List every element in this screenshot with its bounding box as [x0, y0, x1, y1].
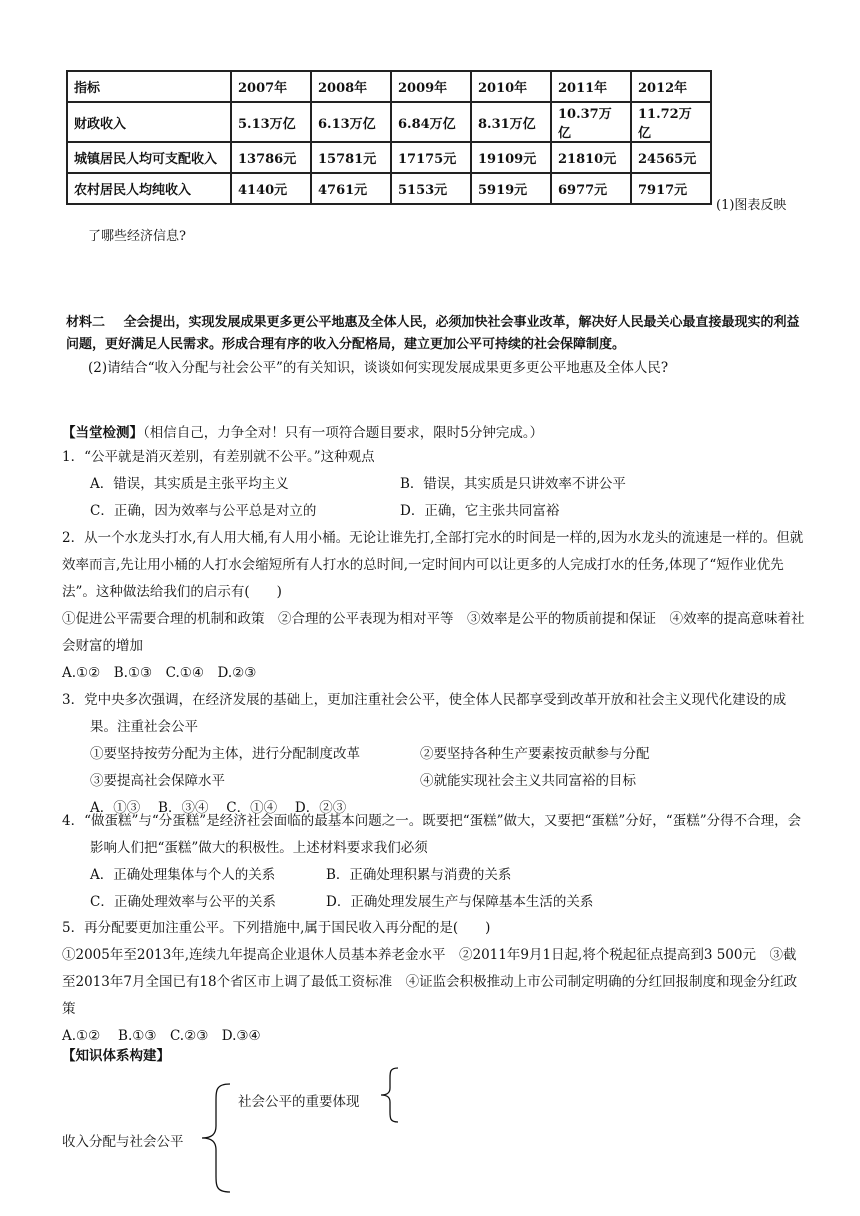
- table-cell: 2007年: [231, 71, 311, 102]
- check-q1: [62, 444, 806, 525]
- option-d: D．正确处理发展生产与保障基本生活的关系: [326, 894, 594, 910]
- table-cell: 17175元: [391, 142, 471, 173]
- table-cell: 5919元: [471, 173, 551, 204]
- q3-item-3: ③要提高社会保障水平: [90, 773, 225, 789]
- table-cell: 5153元: [391, 173, 471, 204]
- table-cell: 6.84万亿: [391, 102, 471, 142]
- option-d: D．正确，它主张共同富裕: [400, 503, 560, 519]
- check-q4-stem: 4．“做蛋糕”与“分蛋糕”是经济社会面临的最基本问题之一。既要把“蛋糕”做大，又要把“蛋糕”分好，“蛋糕”分得不合理，会影响人们把“蛋糕”做大的积极性。上述材料要求我们必须: [62, 813, 802, 856]
- table-cell: 2010年: [471, 71, 551, 102]
- check-note: （相信自己，力争全对！只有一项符合题目要求，限时5分钟完成。）: [143, 425, 544, 441]
- option-b: B．错误，其实质是只讲效率不讲公平: [400, 476, 626, 492]
- check-q2-options: A.①② B.①③ C.①④ D.②③: [62, 665, 257, 681]
- table-cell: 15781元: [311, 142, 391, 173]
- question-1-part1: (1)图表反映: [716, 198, 787, 213]
- table-row: [67, 142, 711, 173]
- check-q3-stem: 3．党中央多次强调，在经济发展的基础上，更加注重社会公平，使全体人民都享受到改革开放和社会主义现代化建设的成果。注重社会公平: [62, 692, 787, 735]
- knowledge-branch: 社会公平的重要体现: [238, 1094, 360, 1110]
- check-q4-options-row2: [62, 889, 806, 916]
- option-a: A．正确处理集体与个人的关系: [90, 867, 276, 883]
- q3-item-2: ②要坚持各种生产要素按贡献参与分配: [420, 746, 650, 762]
- table-cell: 6977元: [551, 173, 631, 204]
- q3-item-4: ④就能实现社会主义共同富裕的目标: [420, 773, 636, 789]
- table-row: [67, 102, 711, 142]
- check-heading: 【当堂检测】: [62, 425, 143, 441]
- table-cell: 财政收入: [67, 102, 231, 142]
- option-c: C．正确处理效率与公平的关系: [90, 894, 276, 910]
- check-q4: [62, 808, 806, 916]
- q3-item-1: ①要坚持按劳分配为主体，进行分配制度改革: [90, 746, 360, 762]
- table-cell: 11.72万亿: [631, 102, 711, 142]
- data-table: [66, 70, 712, 205]
- table-cell: 19109元: [471, 142, 551, 173]
- table-cell: 4140元: [231, 173, 311, 204]
- check-q5-stem: 5．再分配要更加注重公平。下列措施中,属于国民收入再分配的是( ): [62, 920, 491, 936]
- table-row: [67, 173, 711, 204]
- material-2: [66, 312, 804, 356]
- check-q5-options: A.①② B.①③ C.②③ D.③④: [62, 1028, 261, 1044]
- left-brace-icon: [198, 1082, 234, 1194]
- table-cell: 21810元: [551, 142, 631, 173]
- check-q5-items: ①2005年至2013年,连续九年提高企业退休人员基本养老金水平 ②2011年9月1日起,将个税起征点提高到3 500元 ③截至2013年7月全国已有18个省区市上调了最低工资标准 ④证监会积极推动上市公司制定明确的分红回报制度和现金分红政策: [62, 947, 798, 1017]
- option-c: C．正确，因为效率与公平总是对立的: [90, 503, 317, 519]
- option-a: A．错误，其实质是主张平均主义: [90, 476, 289, 492]
- table-cell: 指标: [67, 71, 231, 102]
- table-header-row: [67, 71, 711, 102]
- table-cell: 2009年: [391, 71, 471, 102]
- material-2-text: 全会提出，实现发展成果更多更公平地惠及全体人民，必须加快社会事业改革，解决好人民最关心最直接最现实的利益问题，更好满足人民需求。形成合理有序的收入分配格局，建立更加公平可持续的社会保障制度。: [66, 315, 800, 352]
- option-b: B．正确处理积累与消费的关系: [326, 867, 512, 883]
- question-1-part2: 了哪些经济信息?: [88, 229, 186, 244]
- knowledge-heading: 【知识体系构建】: [62, 1048, 170, 1064]
- check-q3-items-row1: [62, 741, 806, 768]
- check-q2-items: ①促进公平需要合理的机制和政策 ②合理的公平表现为相对平等 ③效率是公平的物质前提和保证 ④效率的提高意味着社会财富的增加: [62, 611, 805, 654]
- table-cell: 8.31万亿: [471, 102, 551, 142]
- right-brace-icon: [378, 1066, 402, 1124]
- table-cell: 2011年: [551, 71, 631, 102]
- check-q1-options-row1: [62, 471, 806, 498]
- question-2: (2)请结合“收入分配与社会公平”的有关知识，谈谈如何实现发展成果更多更公平地惠及全体人民?: [88, 360, 669, 376]
- table-cell: 4761元: [311, 173, 391, 204]
- check-q3-options: A．①③ B．③④ C．①④ D．②③: [90, 800, 347, 816]
- table-cell: 城镇居民人均可支配收入: [67, 142, 231, 173]
- table-cell: 13786元: [231, 142, 311, 173]
- check-q5: [62, 915, 806, 1050]
- table-cell: 农村居民人均纯收入: [67, 173, 231, 204]
- table-cell: 2012年: [631, 71, 711, 102]
- table-cell: 2008年: [311, 71, 391, 102]
- check-q1-options-row2: [62, 498, 806, 525]
- knowledge-root: 收入分配与社会公平: [62, 1134, 184, 1150]
- table-cell: 10.37万亿: [551, 102, 631, 142]
- check-q2: [62, 525, 806, 687]
- check-q1-stem: 1．“公平就是消灭差别，有差别就不公平。”这种观点: [62, 449, 375, 465]
- table-cell: 5.13万亿: [231, 102, 311, 142]
- check-q4-options-row1: [62, 862, 806, 889]
- check-q3: [62, 687, 806, 822]
- material-2-label: 材料二: [66, 315, 106, 330]
- table-cell: 24565元: [631, 142, 711, 173]
- table-cell: 6.13万亿: [311, 102, 391, 142]
- check-q3-items-row2: [62, 768, 806, 795]
- table-cell: 7917元: [631, 173, 711, 204]
- check-heading-line: [62, 420, 806, 447]
- check-q2-stem: 2．从一个水龙头打水,有人用大桶,有人用小桶。无论让谁先打,全部打完水的时间是一样的,因为水龙头的流速是一样的。但就效率而言,先让用小桶的人打水会缩短所有人打水的总时间,一定时间内可以让更多的人完成打水的任务,体现了“短作业优先法”。这种做法给我们的启示有( ): [62, 530, 804, 600]
